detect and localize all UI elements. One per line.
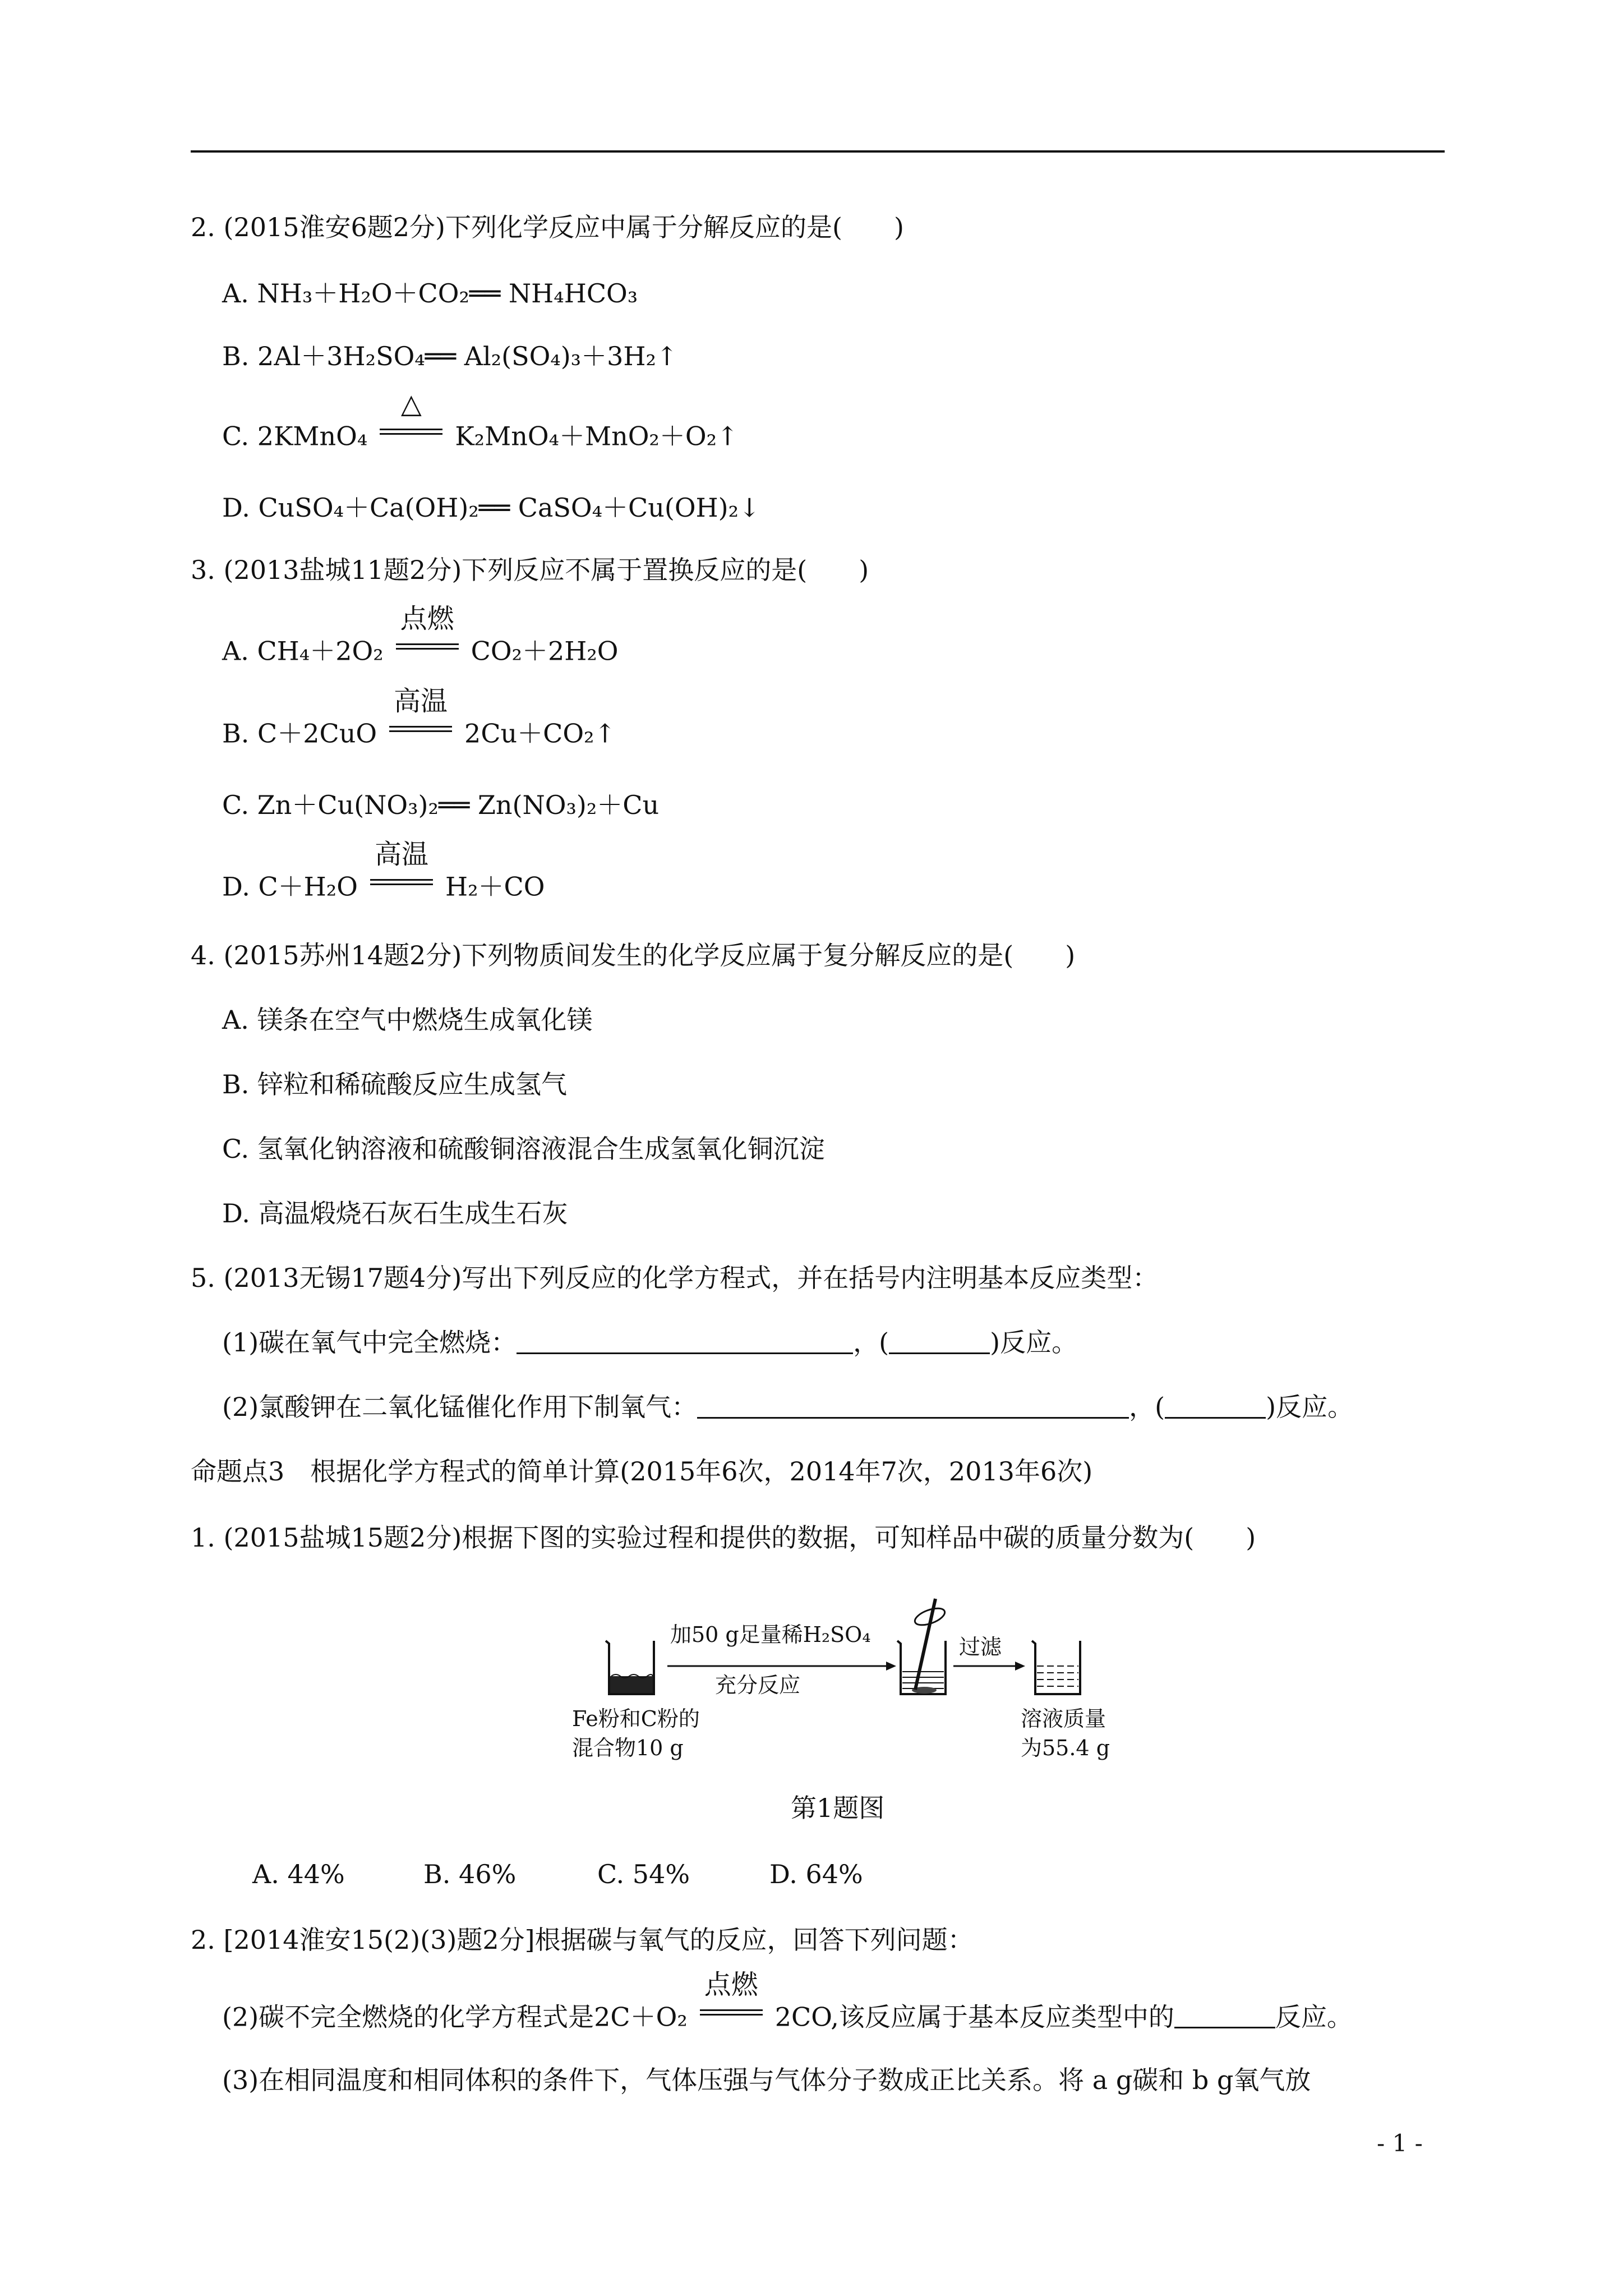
q2-option-c (222, 388, 739, 452)
right-label-line2: 为55.4 g (1021, 1736, 1110, 1760)
equation-right: H₂＋CO (445, 871, 545, 902)
c1-option-a: A. 44% (252, 1859, 345, 1889)
answer-blank[interactable] (889, 1331, 990, 1354)
condition-label: 点燃 (400, 603, 454, 634)
q2-option-a: A. NH₃＋H₂O＋CO₂══ NH₄HCO₃ (222, 278, 638, 309)
c2-part-3: (3)在相同温度和相同体积的条件下，气体压强与气体分子数成正比关系。将 a g碳和 b g氧气放 (222, 2065, 1311, 2095)
answer-blank[interactable] (1165, 1396, 1266, 1419)
part-mid: ，( (1129, 1392, 1165, 1422)
c2-stem: 2. [2014淮安15(2)(3)题2分]根据碳与氧气的反应，回答下列问题： (191, 1925, 974, 1955)
answer-blank[interactable] (697, 1396, 1129, 1419)
arrow1-bottom-label: 充分反应 (715, 1673, 801, 1697)
q4-stem: 4. (2015苏州14题2分)下列物质间发生的化学反应属于复分解反应的是( ) (191, 940, 1076, 970)
part-mid: ，( (853, 1327, 889, 1358)
equation-left: B. C＋2CuO (222, 718, 377, 749)
q4-option-d: D. 高温煅烧石灰石生成生石灰 (222, 1198, 568, 1228)
q3-option-b (222, 685, 616, 749)
part-suffix: )反应。 (990, 1327, 1078, 1358)
q3-option-a (222, 603, 619, 666)
page-number: - 1 - (1377, 2129, 1423, 2157)
part-suffix: 反应。 (1275, 2001, 1353, 2032)
left-label-line2: 混合物10 g (572, 1736, 684, 1760)
part-prefix: (1)碳在氧气中完全燃烧： (222, 1327, 517, 1358)
condition-label: 高温 (394, 685, 448, 717)
left-label-line1: Fe粉和C粉的 (572, 1706, 700, 1731)
equation-right: K₂MnO₄＋MnO₂＋O₂↑ (455, 421, 739, 452)
equation-left: A. CH₄＋2O₂ (222, 636, 384, 666)
c1-option-d: D. 64% (769, 1859, 863, 1889)
equation-right: 2CO,该反应属于基本反应类型中的 (774, 2001, 1174, 2032)
q5-part-1 (222, 1327, 1078, 1358)
q2-stem: 2. (2015淮安6题2分)下列化学反应中属于分解反应的是( ) (191, 212, 904, 242)
figure-caption: 第1题图 (791, 1793, 885, 1823)
reaction-condition (698, 1969, 765, 2027)
part-prefix: (2)氯酸钾在二氧化锰催化作用下制氧气： (222, 1392, 698, 1422)
stirring-rod (913, 1599, 947, 1690)
q5-stem: 5. (2013无锡17题4分)写出下列反应的化学方程式，并在括号内注明基本反应类型： (191, 1263, 1159, 1293)
experiment-figure (561, 1588, 1155, 1773)
section-heading: 命题点3 根据化学方程式的简单计算(2015年6次，2014年7次，2013年6次) (191, 1456, 1093, 1487)
beaker-right (1032, 1641, 1080, 1694)
equation-right: 2Cu＋CO₂↑ (464, 718, 616, 749)
equation-left: (2)碳不完全燃烧的化学方程式是2C＋O₂ (222, 2001, 688, 2032)
q2-option-d: D. CuSO₄＋Ca(OH)₂══ CaSO₄＋Cu(OH)₂↓ (222, 493, 760, 523)
equation-left: D. C＋H₂O (222, 871, 358, 902)
reaction-condition (394, 603, 461, 661)
reaction-condition (377, 388, 445, 447)
answer-blank[interactable] (517, 1331, 853, 1354)
part-suffix: )反应。 (1266, 1392, 1354, 1422)
q2-option-b: B. 2Al＋3H₂SO₄══ Al₂(SO₄)₃＋3H₂↑ (222, 341, 678, 371)
arrow-1 (667, 1662, 896, 1671)
header-rule (191, 150, 1445, 153)
c2-part-2 (222, 1969, 1353, 2032)
q4-option-c: C. 氢氧化钠溶液和硫酸铜溶液混合生成氢氧化铜沉淀 (222, 1134, 825, 1164)
q5-part-2 (222, 1394, 1353, 1420)
condition-label: 点燃 (704, 1969, 758, 2000)
q3-stem: 3. (2013盐城11题2分)下列反应不属于置换反应的是( ) (191, 555, 869, 585)
arrow2-label: 过滤 (959, 1635, 1002, 1659)
reaction-condition (387, 685, 454, 744)
equation-left: C. 2KMnO₄ (222, 421, 368, 452)
c1-option-b: B. 46% (423, 1859, 517, 1889)
arrow-2 (953, 1662, 1025, 1671)
q3-option-d (222, 839, 545, 902)
reaction-condition (368, 839, 435, 897)
condition-label: △ (400, 388, 422, 420)
q3-option-c: C. Zn＋Cu(NO₃)₂══ Zn(NO₃)₂＋Cu (222, 790, 660, 820)
c1-stem: 1. (2015盐城15题2分)根据下图的实验过程和提供的数据，可知样品中碳的质量分数为( ) (191, 1522, 1256, 1553)
condition-label: 高温 (374, 839, 428, 870)
q4-option-a: A. 镁条在空气中燃烧生成氧化镁 (222, 1005, 593, 1035)
equation-right: CO₂＋2H₂O (471, 636, 619, 666)
c1-option-c: C. 54% (597, 1859, 690, 1889)
beaker-left (606, 1641, 654, 1694)
q4-option-b: B. 锌粒和稀硫酸反应生成氢气 (222, 1069, 568, 1099)
arrow1-top-label: 加50 g足量稀H₂SO₄ (670, 1622, 871, 1647)
right-label-line1: 溶液质量 (1021, 1706, 1106, 1731)
answer-blank[interactable] (1174, 2005, 1275, 2028)
